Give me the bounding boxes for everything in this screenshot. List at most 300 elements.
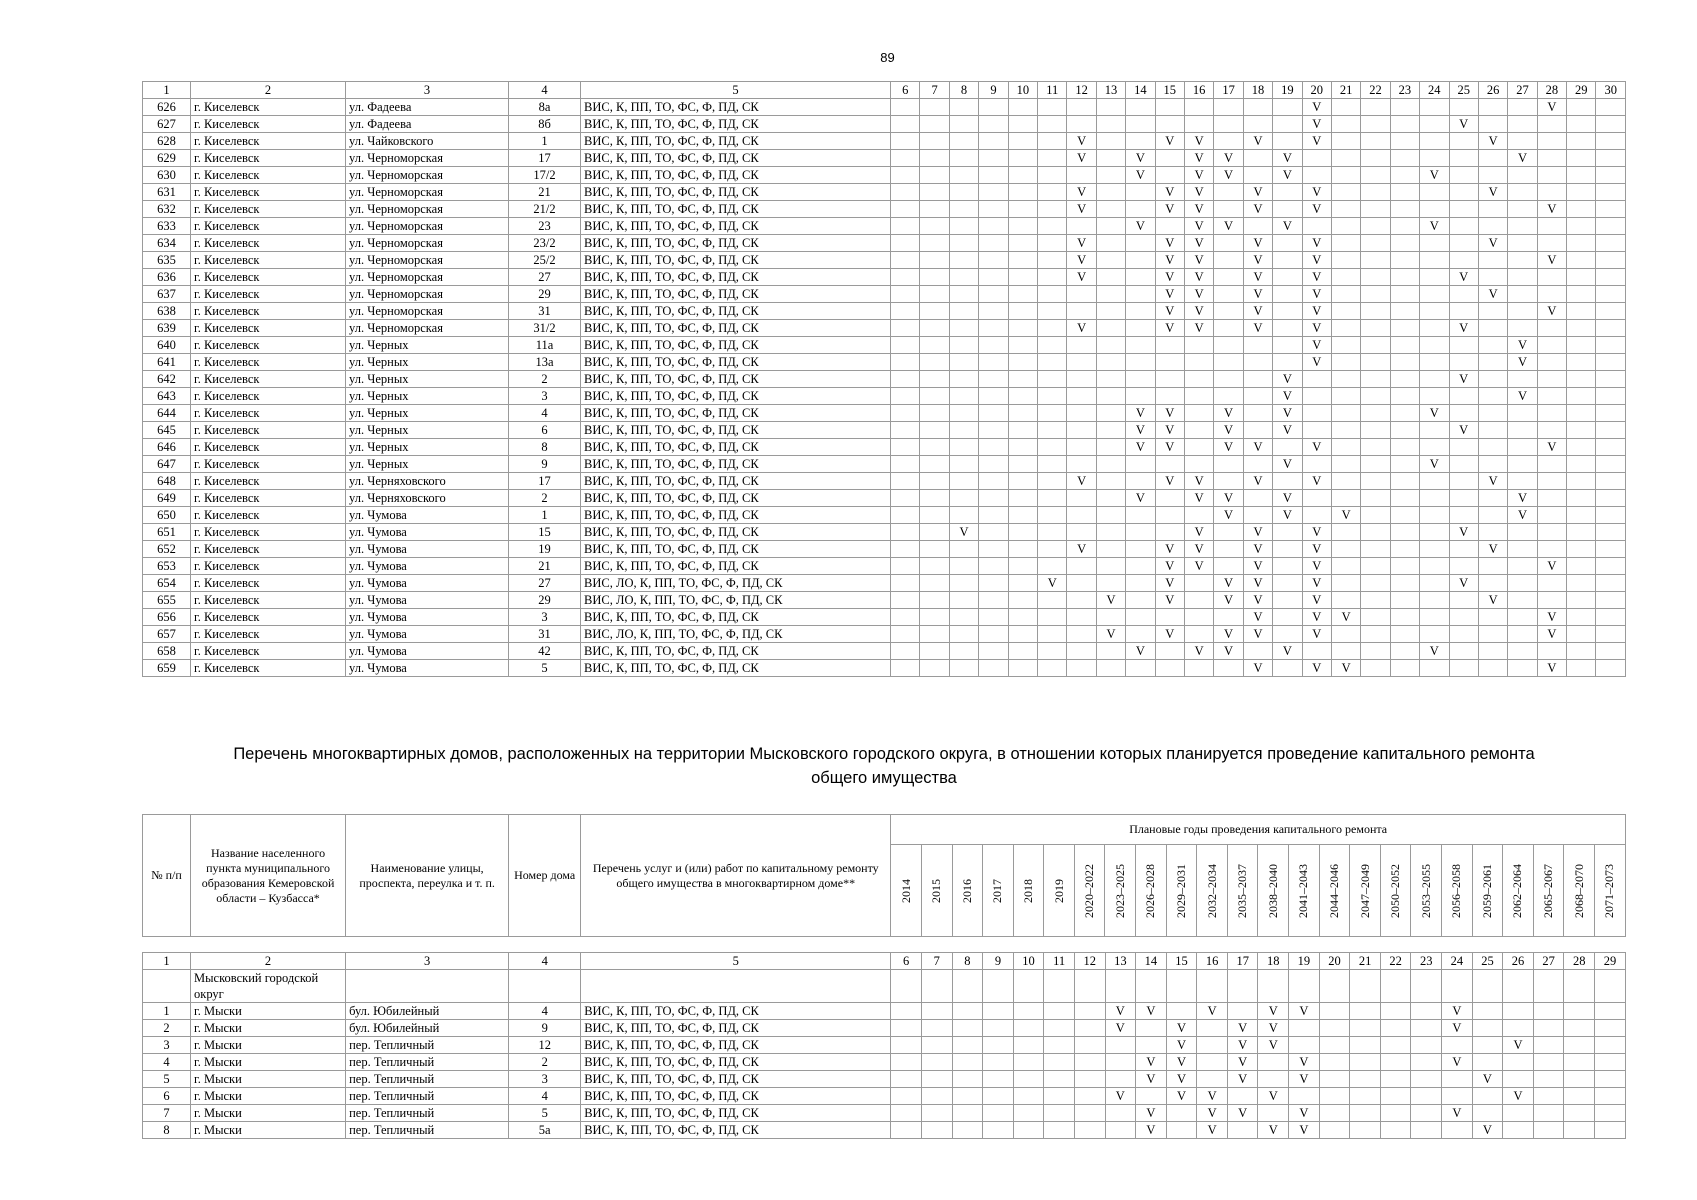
table-row: [143, 133, 1626, 150]
empty-cell: [1105, 970, 1136, 1003]
year-mark-cell: [979, 218, 1008, 235]
year-mark-cell: V: [1243, 524, 1272, 541]
year-mark-cell: [1126, 252, 1155, 269]
year-mark-cell: [1533, 1071, 1564, 1088]
year-mark-cell: [1155, 337, 1184, 354]
year-mark-cell: [920, 371, 949, 388]
year-mark-cell: V: [1420, 456, 1449, 473]
year-mark-cell: V: [1166, 1020, 1197, 1037]
year-mark-cell: [1243, 150, 1272, 167]
year-mark-cell: V: [1331, 507, 1360, 524]
year-mark-cell: V: [1155, 184, 1184, 201]
works-cell: ВИС, К, ПП, ТО, ФС, Ф, ПД, СК: [581, 371, 891, 388]
year-mark-cell: [1596, 337, 1626, 354]
year-mark-cell: V: [1449, 116, 1478, 133]
column-number: 1: [143, 953, 191, 970]
year-mark-cell: [1595, 1020, 1626, 1037]
year-mark-cell: [1537, 354, 1566, 371]
year-mark-cell: [1390, 150, 1419, 167]
year-mark-cell: [1390, 303, 1419, 320]
year-mark-cell: V: [1067, 252, 1096, 269]
year-mark-cell: [1096, 439, 1125, 456]
year-mark-cell: [1126, 388, 1155, 405]
year-mark-cell: [920, 286, 949, 303]
year-mark-cell: V: [1067, 541, 1096, 558]
year-mark-cell: [1596, 439, 1626, 456]
year-mark-cell: [1596, 201, 1626, 218]
year-mark-cell: [1478, 388, 1507, 405]
street-cell: ул. Чумова: [346, 524, 509, 541]
house-number-cell: 8: [509, 439, 581, 456]
empty-cell: [1442, 970, 1473, 1003]
year-mark-cell: V: [1214, 626, 1243, 643]
year-mark-cell: V: [1155, 422, 1184, 439]
street-cell: пер. Тепличный: [346, 1037, 509, 1054]
year-mark-cell: [979, 320, 1008, 337]
year-mark-cell: [1184, 422, 1213, 439]
street-cell: ул. Черных: [346, 371, 509, 388]
year-mark-cell: [1449, 99, 1478, 116]
year-mark-cell: [891, 1003, 922, 1020]
year-mark-cell: [921, 1122, 952, 1139]
year-mark-cell: [1008, 371, 1037, 388]
year-mark-cell: [949, 235, 978, 252]
year-mark-cell: [1449, 643, 1478, 660]
year-mark-cell: [1067, 218, 1096, 235]
year-mark-cell: [1390, 269, 1419, 286]
year-header: [1533, 845, 1564, 937]
year-mark-cell: [1390, 116, 1419, 133]
year-mark-cell: V: [1537, 660, 1566, 677]
year-mark-cell: [1449, 337, 1478, 354]
year-mark-cell: [1331, 320, 1360, 337]
year-mark-cell: [979, 150, 1008, 167]
year-mark-cell: [1038, 303, 1067, 320]
year-mark-cell: [1302, 422, 1331, 439]
table-row: [143, 609, 1626, 626]
settlement-cell: г. Киселевск: [191, 575, 346, 592]
row-number: 5: [143, 1071, 191, 1088]
year-mark-cell: [1472, 1088, 1503, 1105]
district-row: [143, 970, 1626, 1003]
year-mark-cell: [1478, 354, 1507, 371]
year-mark-cell: [1380, 1122, 1411, 1139]
year-mark-cell: [1273, 320, 1302, 337]
house-number-cell: 31: [509, 303, 581, 320]
year-mark-cell: V: [1067, 269, 1096, 286]
year-mark-cell: [1067, 439, 1096, 456]
year-mark-cell: V: [1442, 1054, 1473, 1071]
year-mark-cell: [1567, 354, 1596, 371]
year-mark-cell: [891, 575, 920, 592]
year-mark-cell: [1595, 1088, 1626, 1105]
year-mark-cell: [1508, 643, 1537, 660]
year-mark-cell: [1126, 184, 1155, 201]
year-mark-cell: V: [1214, 405, 1243, 422]
year-mark-cell: [983, 1122, 1014, 1139]
year-mark-cell: V: [1478, 184, 1507, 201]
year-mark-cell: [891, 541, 920, 558]
street-cell: ул. Чайковского: [346, 133, 509, 150]
street-cell: ул. Чумова: [346, 609, 509, 626]
works-cell: ВИС, К, ПП, ТО, ФС, Ф, ПД, СК: [581, 286, 891, 303]
year-mark-cell: [1420, 626, 1449, 643]
year-mark-cell: [1420, 541, 1449, 558]
year-mark-cell: V: [1302, 575, 1331, 592]
year-mark-cell: [891, 99, 920, 116]
year-mark-cell: [1567, 303, 1596, 320]
year-mark-cell: [1331, 490, 1360, 507]
year-mark-cell: [1350, 1054, 1381, 1071]
year-mark-cell: [1361, 337, 1390, 354]
year-mark-cell: [891, 1122, 922, 1139]
year-mark-cell: [1537, 524, 1566, 541]
year-mark-cell: V: [1067, 150, 1096, 167]
year-mark-cell: [1038, 456, 1067, 473]
year-mark-cell: [1508, 592, 1537, 609]
year-mark-cell: [1067, 507, 1096, 524]
year-mark-cell: [1537, 473, 1566, 490]
table-row: [143, 405, 1626, 422]
year-mark-cell: [1533, 1105, 1564, 1122]
year-label: 2053–2055: [1418, 863, 1433, 918]
year-mark-cell: [1361, 133, 1390, 150]
year-mark-cell: [1331, 354, 1360, 371]
year-mark-cell: [1243, 507, 1272, 524]
year-mark-cell: [1390, 524, 1419, 541]
year-mark-cell: [891, 337, 920, 354]
year-mark-cell: [1096, 609, 1125, 626]
year-mark-cell: [1038, 218, 1067, 235]
street-cell: ул. Черноморская: [346, 269, 509, 286]
table-row: [143, 320, 1626, 337]
year-mark-cell: V: [1420, 643, 1449, 660]
settlement-cell: г. Киселевск: [191, 252, 346, 269]
year-mark-cell: [1331, 167, 1360, 184]
year-mark-cell: [1038, 439, 1067, 456]
row-number: 3: [143, 1037, 191, 1054]
year-mark-cell: [1390, 490, 1419, 507]
column-number: 16: [1197, 953, 1228, 970]
street-cell: ул. Черных: [346, 422, 509, 439]
year-mark-cell: [1184, 388, 1213, 405]
year-mark-cell: [1331, 524, 1360, 541]
year-mark-cell: [1038, 371, 1067, 388]
year-mark-cell: V: [1503, 1088, 1534, 1105]
year-mark-cell: V: [1420, 167, 1449, 184]
year-mark-cell: V: [1136, 1054, 1167, 1071]
year-mark-cell: [1008, 524, 1037, 541]
year-mark-cell: [1096, 184, 1125, 201]
year-mark-cell: [1273, 541, 1302, 558]
works-cell: ВИС, К, ПП, ТО, ФС, Ф, ПД, СК: [581, 303, 891, 320]
year-mark-cell: [1390, 99, 1419, 116]
year-mark-cell: [952, 1003, 983, 1020]
year-mark-cell: V: [1243, 592, 1272, 609]
year-mark-cell: [1126, 116, 1155, 133]
house-number-cell: 2: [509, 1054, 581, 1071]
year-mark-cell: [983, 1003, 1014, 1020]
year-mark-cell: [949, 354, 978, 371]
year-mark-cell: [1533, 1037, 1564, 1054]
year-mark-cell: [1390, 133, 1419, 150]
year-mark-cell: [949, 286, 978, 303]
year-mark-cell: [1273, 116, 1302, 133]
year-mark-cell: [949, 439, 978, 456]
year-mark-cell: [891, 235, 920, 252]
year-label: 2059–2061: [1479, 863, 1494, 918]
row-number: 633: [143, 218, 191, 235]
column-number: 8: [952, 953, 983, 970]
year-mark-cell: [1390, 592, 1419, 609]
column-number: 15: [1155, 82, 1184, 99]
year-mark-cell: [979, 116, 1008, 133]
table-row: [143, 473, 1626, 490]
year-mark-cell: V: [1508, 490, 1537, 507]
year-mark-cell: [1184, 456, 1213, 473]
year-mark-cell: V: [1273, 405, 1302, 422]
year-mark-cell: [1074, 1020, 1105, 1037]
house-number-cell: 3: [509, 388, 581, 405]
year-mark-cell: [1449, 252, 1478, 269]
settlement-cell: г. Киселевск: [191, 558, 346, 575]
year-mark-cell: [1126, 541, 1155, 558]
year-mark-cell: V: [1243, 575, 1272, 592]
year-mark-cell: [1008, 99, 1037, 116]
year-mark-cell: [1361, 320, 1390, 337]
year-mark-cell: V: [1136, 1071, 1167, 1088]
year-header: [1197, 845, 1228, 937]
column-number: 4: [509, 82, 581, 99]
year-mark-cell: V: [1243, 609, 1272, 626]
year-mark-cell: [1331, 575, 1360, 592]
year-header: [952, 845, 983, 937]
year-mark-cell: [1331, 150, 1360, 167]
row-number: 628: [143, 133, 191, 150]
year-mark-cell: [1420, 201, 1449, 218]
year-mark-cell: V: [1166, 1088, 1197, 1105]
year-label: 2020–2022: [1082, 863, 1097, 918]
column-number: 3: [346, 82, 509, 99]
works-cell: ВИС, К, ПП, ТО, ФС, Ф, ПД, СК: [581, 422, 891, 439]
works-cell: ВИС, К, ПП, ТО, ФС, Ф, ПД, СК: [581, 269, 891, 286]
settlement-cell: г. Киселевск: [191, 388, 346, 405]
year-mark-cell: V: [1184, 184, 1213, 201]
year-mark-cell: [920, 218, 949, 235]
column-number: 26: [1503, 953, 1534, 970]
column-number: 8: [949, 82, 978, 99]
year-mark-cell: V: [1302, 439, 1331, 456]
table-row: [143, 1105, 1626, 1122]
year-mark-cell: [1472, 1003, 1503, 1020]
street-cell: ул. Чумова: [346, 558, 509, 575]
year-header: [1350, 845, 1381, 937]
year-mark-cell: [949, 303, 978, 320]
table-row: [143, 337, 1626, 354]
street-cell: пер. Тепличный: [346, 1054, 509, 1071]
year-mark-cell: [1596, 490, 1626, 507]
year-mark-cell: V: [1442, 1020, 1473, 1037]
year-mark-cell: [1361, 473, 1390, 490]
year-mark-cell: [1567, 184, 1596, 201]
year-mark-cell: [1508, 167, 1537, 184]
year-mark-cell: [1596, 150, 1626, 167]
year-mark-cell: [1008, 286, 1037, 303]
year-mark-cell: [1380, 1020, 1411, 1037]
works-cell: ВИС, К, ПП, ТО, ФС, Ф, ПД, СК: [581, 218, 891, 235]
year-mark-cell: [1478, 320, 1507, 337]
year-mark-cell: [1390, 235, 1419, 252]
year-mark-cell: [1361, 388, 1390, 405]
year-mark-cell: [1478, 252, 1507, 269]
year-mark-cell: [1038, 354, 1067, 371]
year-mark-cell: [1503, 1122, 1534, 1139]
year-mark-cell: [1013, 1037, 1044, 1054]
year-mark-cell: V: [1508, 354, 1537, 371]
empty-cell: [1380, 970, 1411, 1003]
year-mark-cell: V: [1214, 592, 1243, 609]
year-mark-cell: [920, 558, 949, 575]
year-mark-cell: [1596, 643, 1626, 660]
year-mark-cell: V: [1302, 303, 1331, 320]
year-label: 2044–2046: [1326, 863, 1341, 918]
year-mark-cell: [1380, 1054, 1411, 1071]
year-mark-cell: [1214, 354, 1243, 371]
year-mark-cell: [1567, 218, 1596, 235]
house-number-cell: 3: [509, 1071, 581, 1088]
year-mark-cell: [1126, 558, 1155, 575]
year-mark-cell: [1155, 456, 1184, 473]
street-cell: ул. Чумова: [346, 541, 509, 558]
year-mark-cell: V: [1243, 252, 1272, 269]
year-mark-cell: [1420, 439, 1449, 456]
year-mark-cell: [1361, 150, 1390, 167]
column-number: 15: [1166, 953, 1197, 970]
column-number: 17: [1227, 953, 1258, 970]
year-mark-cell: [949, 388, 978, 405]
year-mark-cell: [1008, 439, 1037, 456]
year-mark-cell: [1567, 592, 1596, 609]
year-mark-cell: [1508, 660, 1537, 677]
year-mark-cell: [1044, 1105, 1075, 1122]
column-number: 12: [1074, 953, 1105, 970]
column-number: 7: [920, 82, 949, 99]
year-mark-cell: [1449, 133, 1478, 150]
year-mark-cell: [1155, 116, 1184, 133]
year-mark-cell: [1537, 269, 1566, 286]
column-number: 14: [1126, 82, 1155, 99]
year-mark-cell: V: [1184, 252, 1213, 269]
year-mark-cell: [891, 286, 920, 303]
year-mark-cell: [1273, 660, 1302, 677]
year-mark-cell: [1067, 558, 1096, 575]
year-mark-cell: [920, 133, 949, 150]
year-mark-cell: [1214, 269, 1243, 286]
year-mark-cell: [1136, 1088, 1167, 1105]
year-mark-cell: [1567, 388, 1596, 405]
year-mark-cell: [1214, 337, 1243, 354]
year-mark-cell: [949, 337, 978, 354]
year-mark-cell: [1420, 252, 1449, 269]
year-mark-cell: V: [1478, 235, 1507, 252]
year-label: 2050–2052: [1388, 863, 1403, 918]
year-mark-cell: [1361, 592, 1390, 609]
empty-cell: [1595, 970, 1626, 1003]
year-mark-cell: V: [1126, 643, 1155, 660]
year-mark-cell: [979, 643, 1008, 660]
year-mark-cell: [1008, 388, 1037, 405]
year-mark-cell: [949, 541, 978, 558]
year-mark-cell: [1449, 286, 1478, 303]
year-mark-cell: [1595, 1054, 1626, 1071]
year-mark-cell: [1214, 303, 1243, 320]
year-mark-cell: [1136, 1037, 1167, 1054]
year-mark-cell: [1442, 1071, 1473, 1088]
year-mark-cell: V: [1442, 1105, 1473, 1122]
year-mark-cell: V: [1166, 1071, 1197, 1088]
year-mark-cell: [1361, 184, 1390, 201]
year-mark-cell: [1126, 286, 1155, 303]
year-mark-cell: [1508, 184, 1537, 201]
year-mark-cell: [1067, 337, 1096, 354]
year-mark-cell: V: [1227, 1054, 1258, 1071]
year-mark-cell: [1537, 184, 1566, 201]
year-mark-cell: [1596, 422, 1626, 439]
year-mark-cell: [1214, 456, 1243, 473]
year-mark-cell: [1197, 1037, 1228, 1054]
year-mark-cell: [1067, 167, 1096, 184]
year-mark-cell: [1214, 133, 1243, 150]
year-label: 2029–2031: [1173, 863, 1188, 918]
year-mark-cell: [1411, 1037, 1442, 1054]
year-mark-cell: [1096, 643, 1125, 660]
year-mark-cell: V: [1126, 422, 1155, 439]
year-mark-cell: [1319, 1037, 1350, 1054]
street-cell: ул. Черняховского: [346, 490, 509, 507]
year-mark-cell: [1319, 1054, 1350, 1071]
year-mark-cell: [1537, 286, 1566, 303]
year-mark-cell: [1155, 660, 1184, 677]
year-mark-cell: [1096, 456, 1125, 473]
house-number-cell: 3: [509, 609, 581, 626]
year-mark-cell: [1008, 592, 1037, 609]
year-mark-cell: V: [1289, 1122, 1320, 1139]
year-mark-cell: [1537, 320, 1566, 337]
works-cell: ВИС, К, ПП, ТО, ФС, Ф, ПД, СК: [581, 507, 891, 524]
year-mark-cell: [1319, 1122, 1350, 1139]
year-mark-cell: [1350, 1020, 1381, 1037]
year-mark-cell: [1478, 303, 1507, 320]
year-mark-cell: [1508, 320, 1537, 337]
table-row: [143, 1037, 1626, 1054]
year-mark-cell: V: [1155, 252, 1184, 269]
year-mark-cell: [920, 354, 949, 371]
year-mark-cell: V: [1184, 235, 1213, 252]
year-mark-cell: [1067, 456, 1096, 473]
year-mark-cell: [1350, 1088, 1381, 1105]
year-mark-cell: [1596, 235, 1626, 252]
year-mark-cell: [1331, 337, 1360, 354]
year-mark-cell: [979, 99, 1008, 116]
year-mark-cell: [1126, 626, 1155, 643]
street-cell: ул. Черных: [346, 405, 509, 422]
column-number: 4: [509, 953, 581, 970]
column-number: 26: [1478, 82, 1507, 99]
year-mark-cell: V: [1449, 575, 1478, 592]
year-mark-cell: [1478, 337, 1507, 354]
year-mark-cell: [920, 337, 949, 354]
year-mark-cell: V: [1302, 269, 1331, 286]
